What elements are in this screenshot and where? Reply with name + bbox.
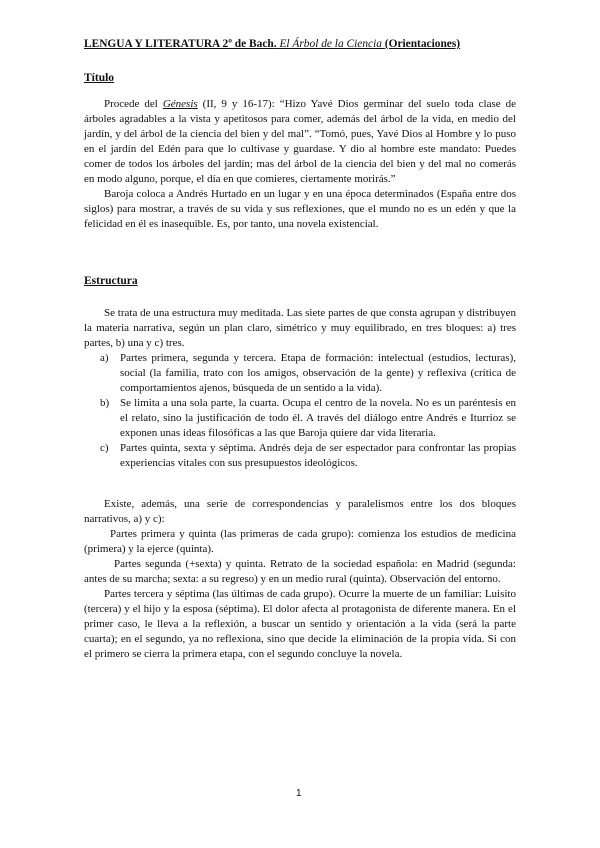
estructura-list (84, 351, 516, 471)
paragraph-segunda-quinta: Partes segunda (+sexta) y quinta. Retrato de la sociedad española: en Madrid (segunda: antes de su marcha; sexta: a su regreso) y en un medio rural (quinta). Observación del entorno. (84, 558, 516, 585)
list-marker: a) (100, 352, 109, 364)
list-item (84, 351, 516, 396)
page-number: 1 (296, 788, 302, 799)
estructura-intro-paragraph: Se trata de una estructura muy meditada. Las siete partes de que consta agrupan y distribuyen la materia narrativa, según un plan claro, simétrico y muy equilibrado, en tres bloques: a) tres partes, b) una y c) tres. (84, 307, 516, 349)
header-prefix: LENGUA Y LITERATURA 2º de Bach. (84, 38, 277, 50)
estructura-intro (84, 306, 516, 351)
list-marker: c) (100, 442, 109, 454)
paragraph-primera-quinta: Partes primera y quinta (las primeras de cada grupo): comienza los estudios de medicina (primera) y la ejerce (quinta). (84, 528, 516, 555)
header-book-title: El Árbol de la Ciencia (279, 38, 382, 50)
paragraph-existe: Existe, además, una serie de correspondencias y paralelismos entre los dos bloques narrativos, a) y c): (84, 498, 516, 525)
p1-pre: Procede del (104, 98, 158, 110)
list-marker: b) (100, 397, 110, 409)
genesis-reference: Génesis (162, 98, 198, 110)
list-item (84, 396, 516, 441)
header-suffix: (Orientaciones) (384, 38, 461, 50)
titulo-body (84, 97, 516, 232)
section-heading-titulo: Título (84, 72, 115, 84)
list-item-text: Partes quinta, sexta y séptima. Andrés deja de ser espectador para confrontar las propias experiencias vitales con sus presupuestos ideológicos. (120, 442, 516, 469)
list-item-text: Partes primera, segunda y tercera. Etapa de formación: intelectual (estudios, lecturas), social (la familia, trato con los amigos, observación de la gente) y reflexiva (crítica de comportamientos ajenos, búsqueda de un sentido a la vida). (120, 352, 516, 394)
p1-rest: (II, 9 y 16-17): “Hizo Yavé Dios germinar del suelo toda clase de árboles agradables a la vista y apetitosos para comer, además del árbol de la vida, en medio del jardín, y del árbol de la ciencia del bien y del mal”. “Tomó, pues, Yavé Dios al Hombre y lo puso en el jardín del Edén para que lo cultivase y guardase. Y dio al hombre este mandato: Puedes comer de todos los árboles del jardín; mas del árbol de la ciencia del bien y del mal no comerás en modo alguno, porque, el día en que comieres, ciertamente morirás.” (84, 98, 516, 185)
estructura-correspondencias (84, 497, 516, 662)
list-item (84, 441, 516, 471)
titulo-paragraph-2: Baroja coloca a Andrés Hurtado en un lugar y en una época determinados (España entre dos siglos) para mostrar, a través de su vida y sus reflexiones, que el mundo no es un edén y que la felicidad en él es inasequible. Es, por tanto, una novela existencial. (84, 188, 516, 230)
list-item-text: Se limita a una sola parte, la cuarta. Ocupa el centro de la novela. No es un paréntesis en el relato, sino la justificación de todo él. A través del diálogo entre Andrés e Iturrioz se exponen unas ideas filosóficas a las que Baroja quiere dar vida literaria. (120, 397, 516, 439)
document-header (84, 38, 524, 50)
titulo-paragraph-1 (84, 97, 516, 187)
paragraph-tercera-septima: Partes tercera y séptima (las últimas de cada grupo). Ocurre la muerte de un familiar: Luisito (tercera) y el hijo y la esposa (séptima). El dolor afecta al protagonista de diferente manera. En el primer caso, le lleva a la reflexión, a buscar un sentido y orientación a la vida (será la parte cuarta); en el segundo, ya no reflexiona, sino que decide la eliminación de la propia vida. Si con el primero se cierra la primera etapa, con el segundo concluye la novela. (84, 588, 516, 660)
section-heading-estructura: Estructura (84, 275, 138, 287)
